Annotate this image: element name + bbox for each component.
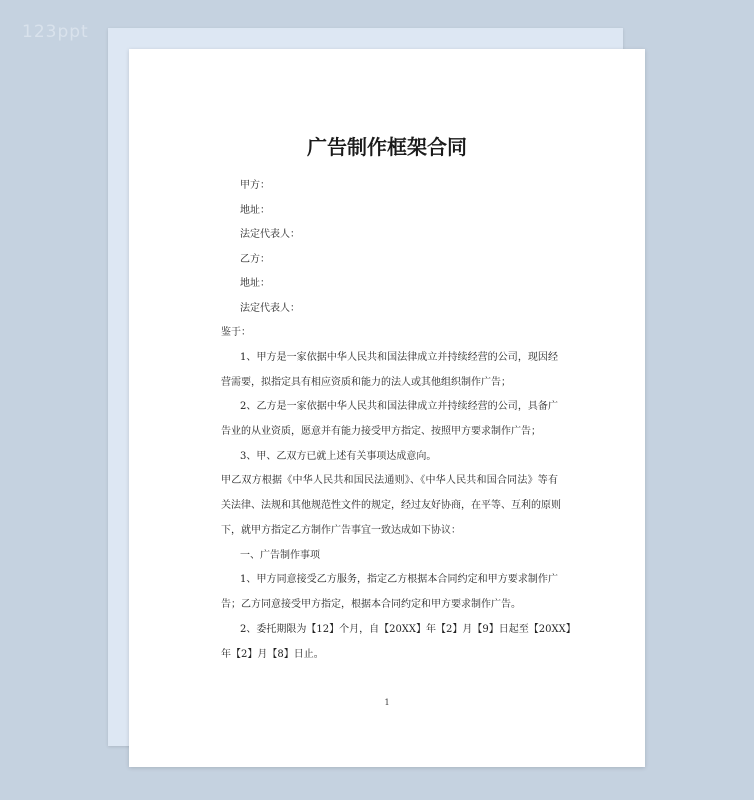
recital-3: 3、甲、乙双方已就上述有关事项达成意向。 (240, 451, 437, 462)
page-number: 1 (384, 698, 390, 707)
agreement-line-3: 下，就甲方指定乙方制作广告事宜一致达成如下协议： (221, 525, 461, 536)
party-b-representative: 法定代表人： (240, 303, 300, 314)
clause-1-line-1: 1、甲方同意接受乙方服务，指定乙方根据本合同约定和甲方要求制作广 (240, 574, 558, 585)
clause-1-line-2: 告；乙方同意接受甲方指定，根据本合同约定和甲方要求制作广告。 (221, 599, 521, 610)
party-b-address: 地址： (240, 278, 270, 289)
clause-2-line-1: 2、委托期限为【12】个月，自【20XX】年【2】月【9】日起至【20XX】 (240, 624, 576, 635)
party-a-address: 地址： (240, 205, 270, 216)
watermark-logo: 123ppt (22, 22, 89, 42)
whereas-heading: 鉴于： (221, 327, 251, 338)
recital-1-line-2: 营需要，拟指定具有相应资质和能力的法人或其他组织制作广告； (221, 377, 511, 388)
recital-2-line-1: 2、乙方是一家依据中华人民共和国法律成立并持续经营的公司，具备广 (240, 401, 558, 412)
clause-2-line-2: 年【2】月【8】日止。 (221, 649, 324, 660)
document-page (129, 49, 645, 767)
party-b-label: 乙方： (240, 254, 270, 265)
recital-2-line-2: 告业的从业资质，愿意并有能力接受甲方指定、按照甲方要求制作广告； (221, 426, 541, 437)
document-title: 广告制作框架合同 (307, 135, 467, 159)
recital-1-line-1: 1、甲方是一家依据中华人民共和国法律成立并持续经营的公司，现因经 (240, 352, 558, 363)
party-a-representative: 法定代表人： (240, 229, 300, 240)
agreement-line-2: 关法律、法规和其他规范性文件的规定，经过友好协商，在平等、互利的原则 (221, 500, 561, 511)
party-a-label: 甲方： (240, 180, 270, 191)
section-1-heading: 一、广告制作事项 (240, 550, 320, 561)
agreement-line-1: 甲乙双方根据《中华人民共和国民法通则》、《中华人民共和国合同法》等有 (221, 475, 558, 486)
